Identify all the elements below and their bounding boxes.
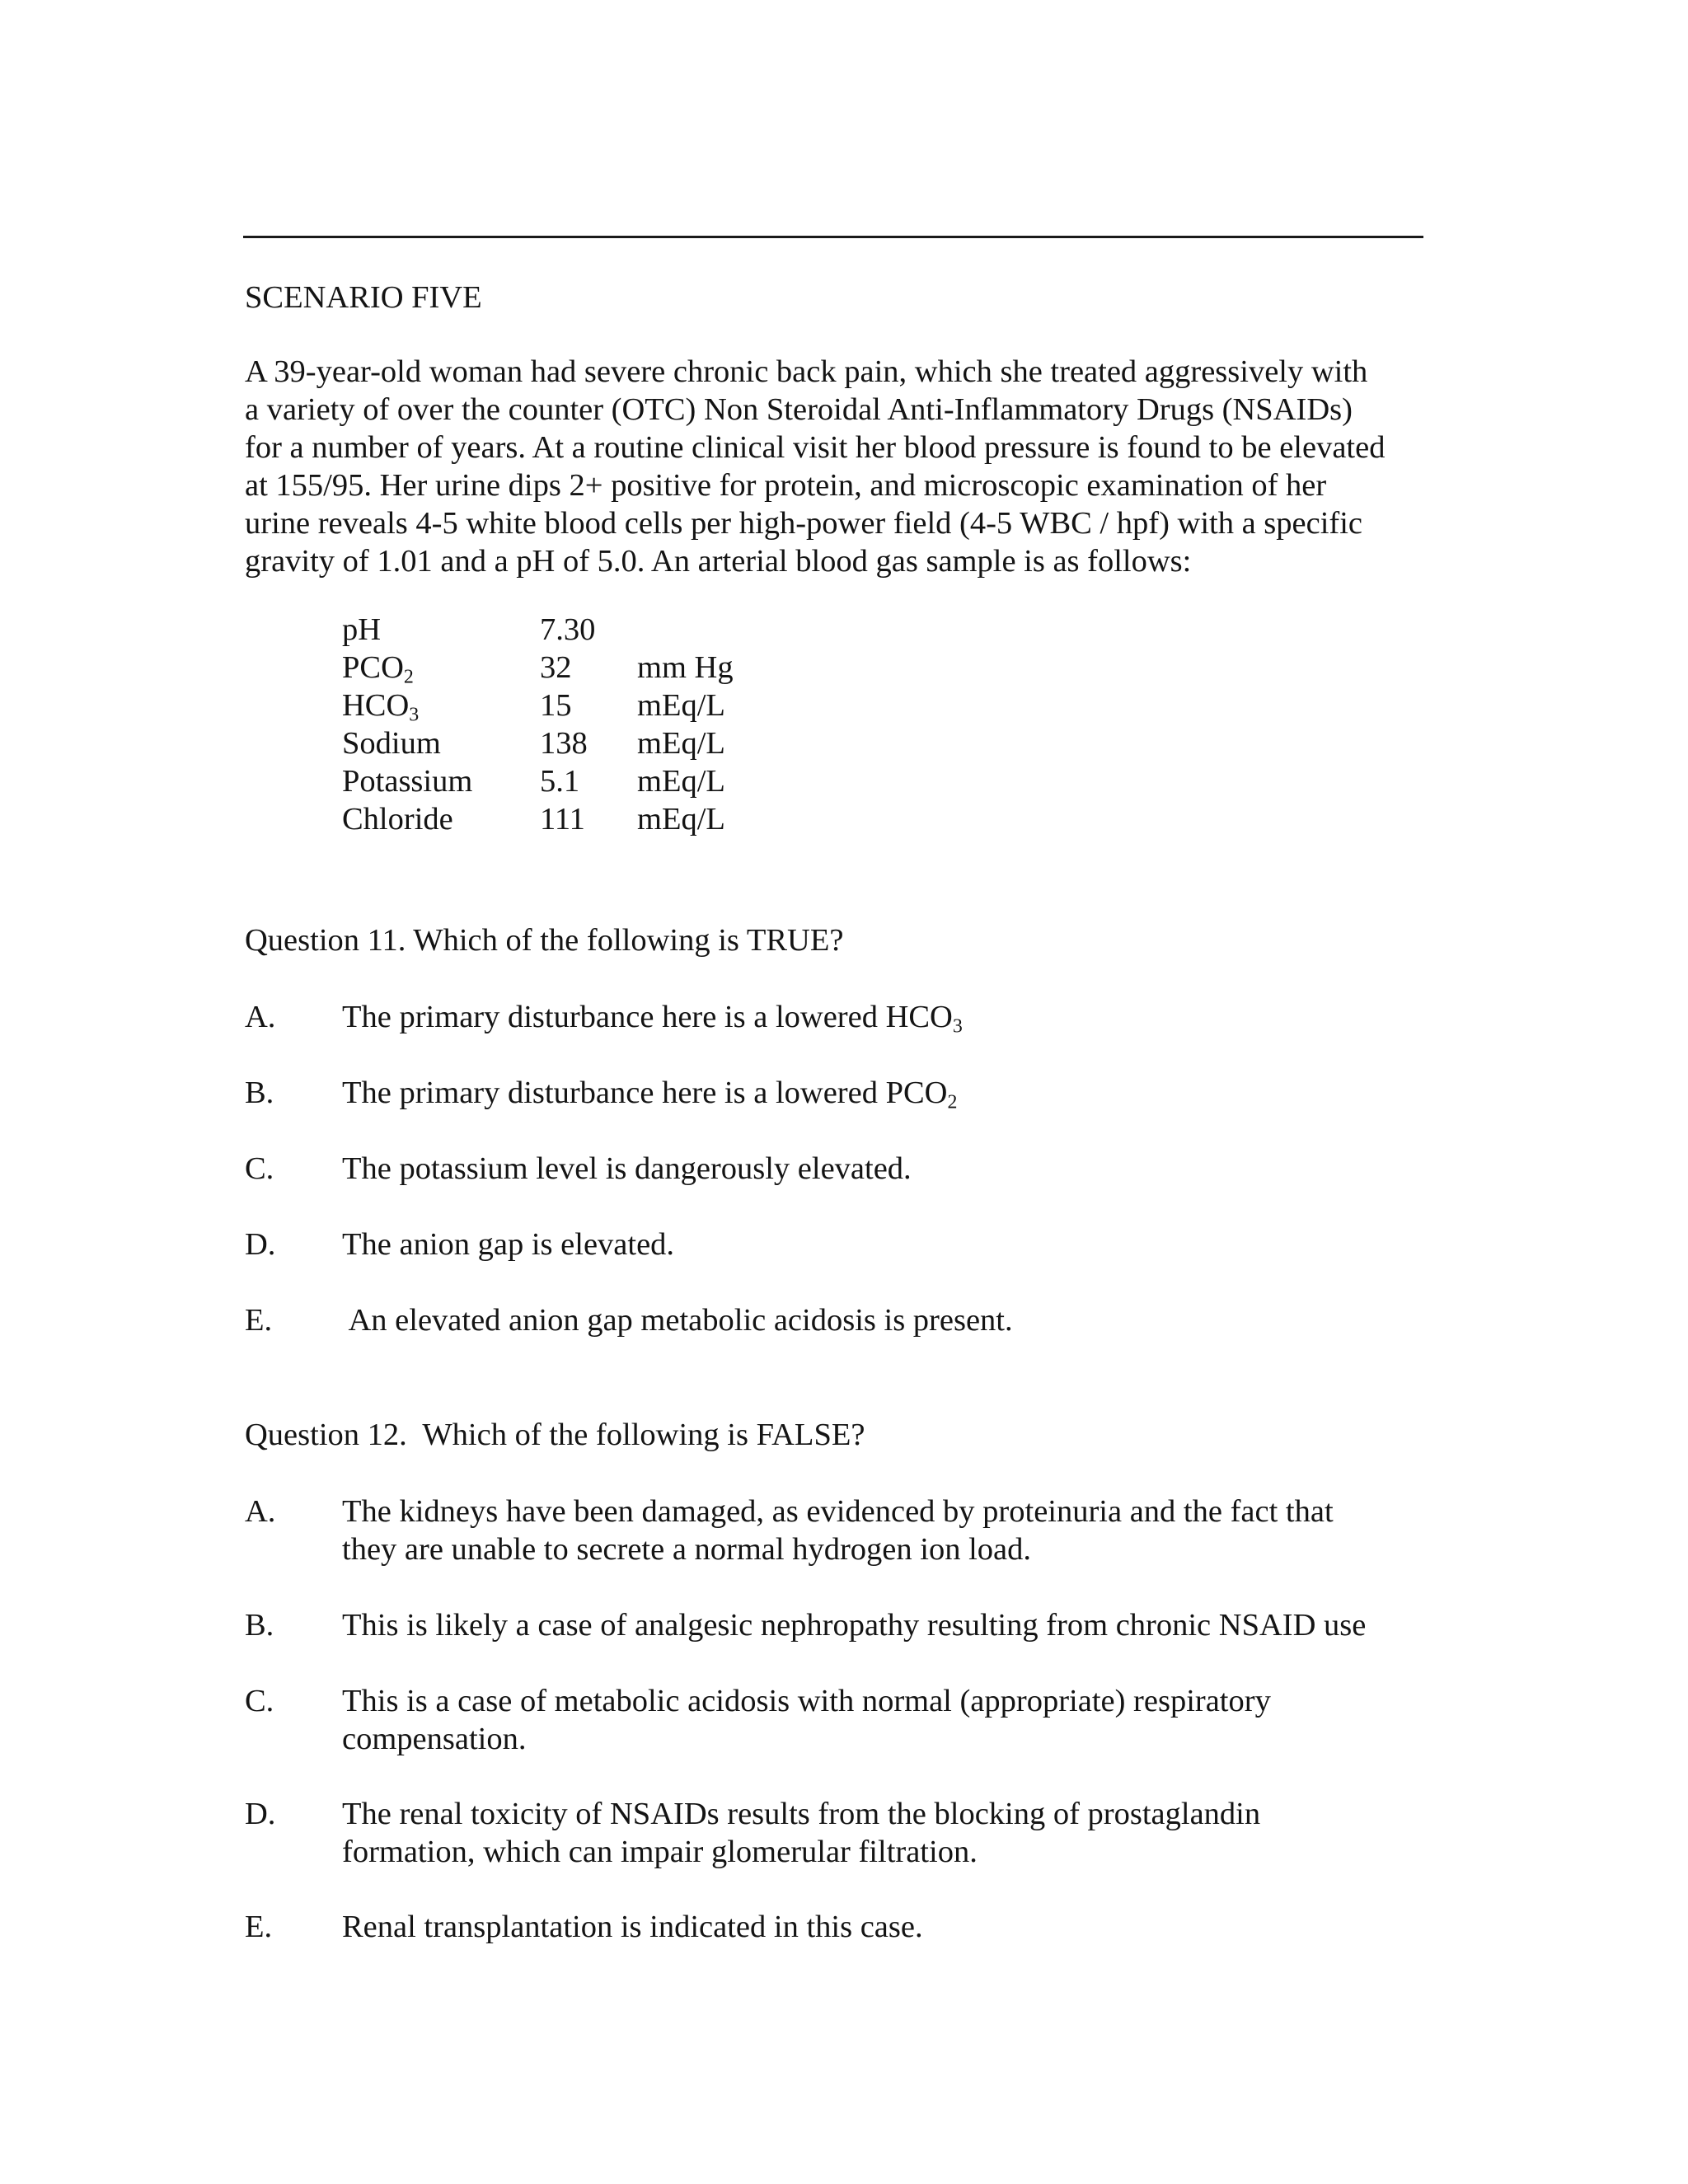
option-letter: B.	[245, 1076, 274, 1110]
lab-value: 32	[540, 650, 572, 685]
lab-name: Potassium	[342, 764, 473, 799]
option-letter: C.	[245, 1684, 274, 1718]
scenario-line: a variety of over the counter (OTC) Non Steroidal Anti-Inflammatory Drugs (NSAIDs)	[245, 392, 1353, 427]
question-12-title: Question 12. Which of the following is FALSE?	[245, 1418, 865, 1452]
option-letter: E.	[245, 1910, 273, 1944]
scenario-paragraph	[245, 353, 1385, 580]
lab-value: 15	[540, 688, 572, 723]
question-11-title: Question 11. Which of the following is TRUE?	[245, 923, 844, 958]
scenario-line: urine reveals 4-5 white blood cells per high-power field (4-5 WBC / hpf) with a specific	[245, 506, 1363, 541]
option-text: The anion gap is elevated.	[342, 1227, 675, 1262]
option-text: The renal toxicity of NSAIDs results from the blocking of prostaglandin formation, which can impair glomerular filtration.	[342, 1797, 1261, 1869]
lab-unit: mEq/L	[637, 764, 725, 799]
option-letter: A.	[245, 1000, 276, 1034]
option-text: The potassium level is dangerously elevated.	[342, 1151, 912, 1186]
option-text: This is likely a case of analgesic nephropathy resulting from chronic NSAID use	[342, 1608, 1367, 1643]
option-letter: D.	[245, 1797, 276, 1831]
top-rule	[243, 236, 1423, 238]
option-text: This is a case of metabolic acidosis with normal (appropriate) respiratory compensation.	[342, 1684, 1271, 1756]
option-text: An elevated anion gap metabolic acidosis is present.	[342, 1303, 1013, 1338]
lab-value: 111	[540, 802, 585, 837]
lab-unit: mEq/L	[637, 688, 725, 723]
lab-value: 5.1	[540, 764, 580, 799]
lab-name: Chloride	[342, 802, 453, 837]
scenario-heading: SCENARIO FIVE	[245, 280, 482, 315]
option-letter: C.	[245, 1151, 274, 1186]
option-letter: A.	[245, 1494, 276, 1529]
lab-value: 7.30	[540, 612, 596, 647]
scenario-line: gravity of 1.01 and a pH of 5.0. An arterial blood gas sample is as follows:	[245, 544, 1192, 579]
option-text: Renal transplantation is indicated in this case.	[342, 1910, 923, 1944]
option-text: The kidneys have been damaged, as evidenced by proteinuria and the fact that they are unable to secrete a normal hydrogen ion load.	[342, 1494, 1334, 1567]
option-text: The primary disturbance here is a lowered $HCO_3$	[342, 1000, 963, 1038]
lab-name: pH	[342, 612, 382, 647]
lab-name: $HCO_3$	[342, 688, 420, 726]
lab-name: Sodium	[342, 726, 441, 761]
lab-unit: mEq/L	[637, 726, 725, 761]
scenario-line: A 39-year-old woman had severe chronic back pain, which she treated aggressively with	[245, 354, 1368, 389]
option-letter: E.	[245, 1303, 273, 1338]
option-text: The primary disturbance here is a lowered $PCO_2$	[342, 1076, 958, 1113]
scenario-line: at 155/95. Her urine dips 2+ positive for protein, and microscopic examination of her	[245, 468, 1327, 503]
option-letter: B.	[245, 1608, 274, 1643]
lab-name: $PCO_2$	[342, 650, 414, 688]
option-letter: D.	[245, 1227, 276, 1262]
lab-unit: mEq/L	[637, 802, 725, 837]
lab-value: 138	[540, 726, 588, 761]
scenario-line: for a number of years. At a routine clinical visit her blood pressure is found to be elevated	[245, 430, 1386, 465]
lab-unit: mm Hg	[637, 650, 734, 685]
